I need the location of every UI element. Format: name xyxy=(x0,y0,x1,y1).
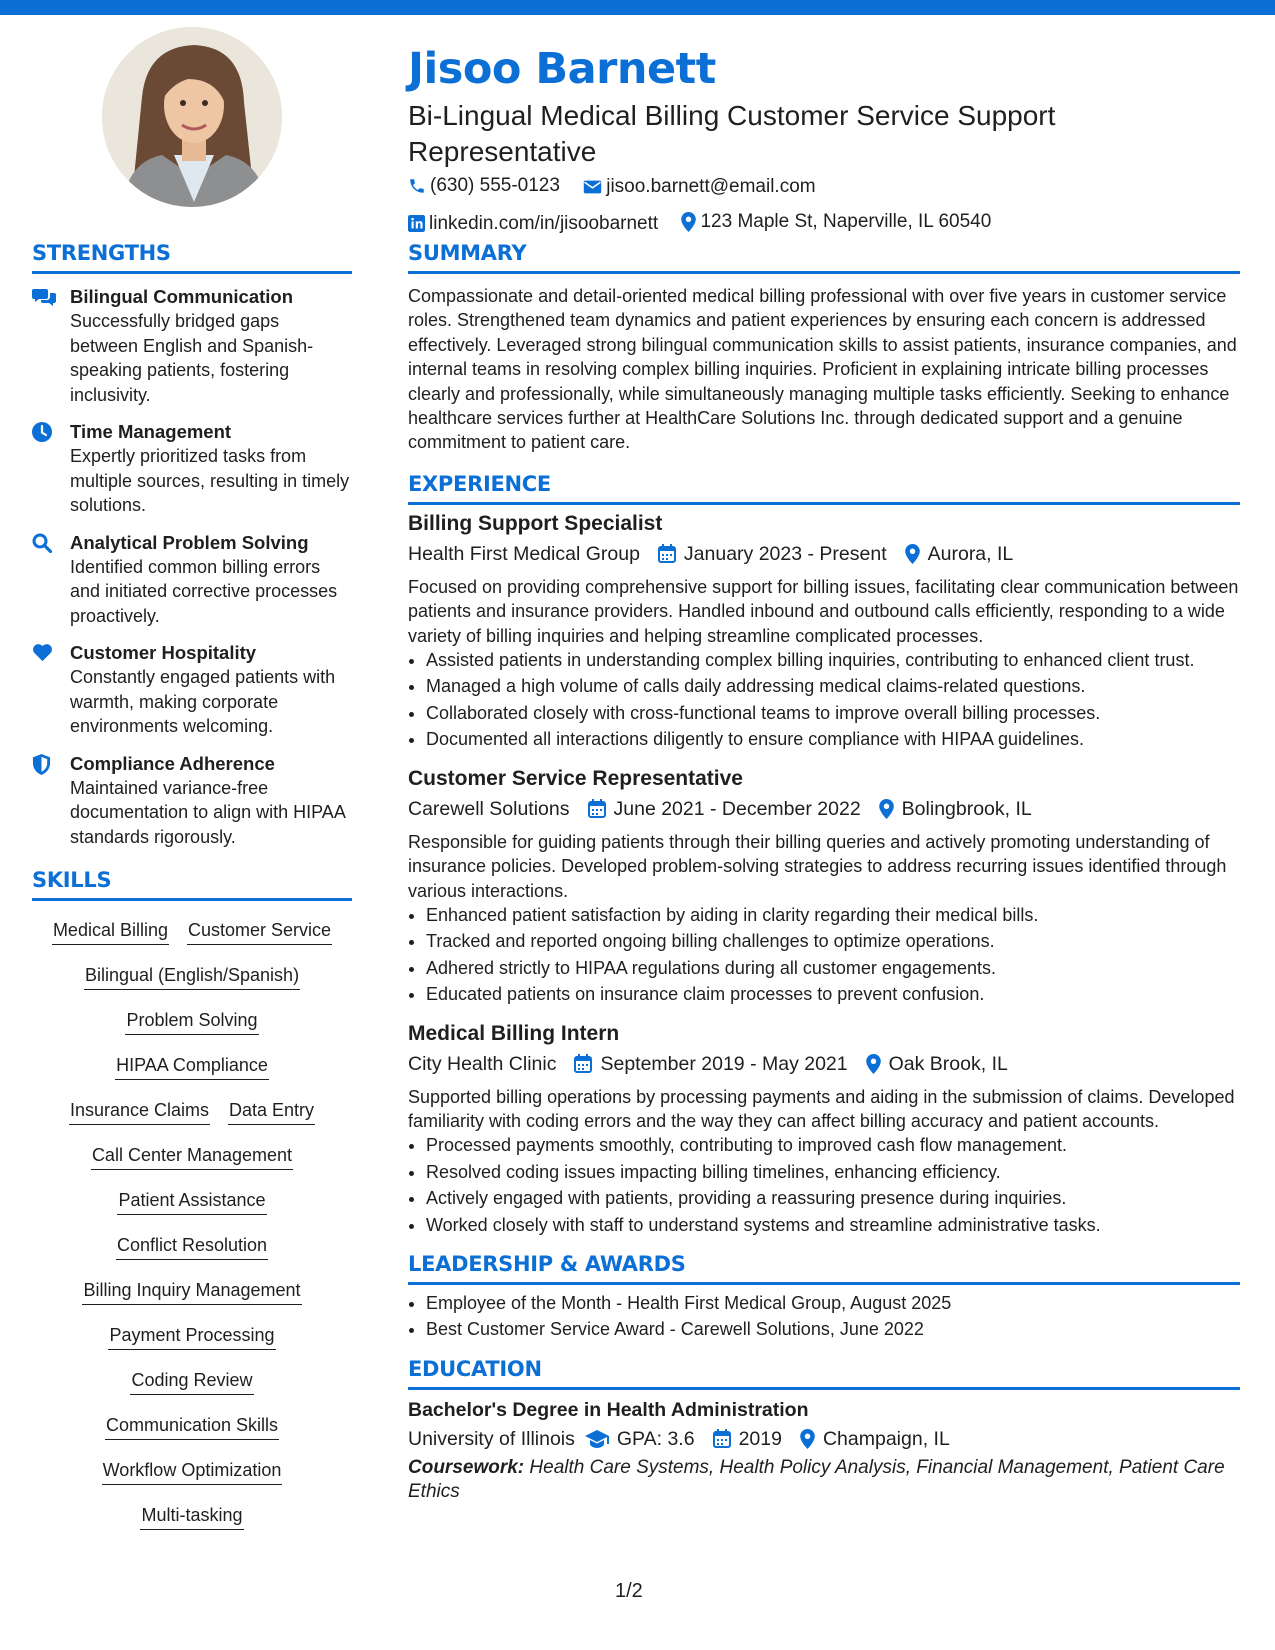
skill-tag: Customer Service xyxy=(187,917,332,945)
chat-bubbles-icon xyxy=(32,287,56,307)
envelope-icon xyxy=(583,179,602,195)
job-entry xyxy=(408,764,1240,1007)
calendar-icon xyxy=(713,1429,731,1448)
skills-list xyxy=(32,911,352,1547)
job-desc: Focused on providing comprehensive support for billing issues, facilitating clear communication between patients and insurance providers. Handled inbound and outbound calls efficiently, responding to a wide variety of billing inquiries and helping streamline complicated processes. xyxy=(408,576,1239,646)
degree-title: Bachelor's Degree in Health Administration xyxy=(408,1398,809,1421)
profile-photo xyxy=(102,27,282,207)
strength-desc: Identified common billing errors and initiated corrective processes proactively. xyxy=(70,556,338,626)
school-name: University of Illinois xyxy=(408,1427,575,1450)
linkedin-icon xyxy=(408,215,425,232)
strength-item xyxy=(32,530,352,629)
strength-title: Time Management xyxy=(70,421,232,442)
skill-tag: Patient Assistance xyxy=(117,1187,266,1215)
section-divider xyxy=(408,1387,1240,1390)
education-heading: EDUCATION xyxy=(408,1356,542,1381)
resume-header xyxy=(408,40,1248,243)
strength-title: Analytical Problem Solving xyxy=(70,531,309,553)
linkedin-item[interactable] xyxy=(408,208,658,240)
job-location: Bolingbrook, IL xyxy=(901,797,1032,820)
strength-title: Compliance Adherence xyxy=(70,752,275,774)
skill-tag: Multi-tasking xyxy=(140,1502,243,1530)
skill-tag: Bilingual (English/Spanish) xyxy=(84,962,300,990)
skill-tag: Workflow Optimization xyxy=(102,1457,283,1485)
school-location: Champaign, IL xyxy=(822,1427,950,1450)
job-bullet: • Processed payments smoothly, contributing to improved cash flow management. xyxy=(426,1133,1240,1157)
strength-item xyxy=(32,751,352,850)
section-divider xyxy=(32,271,352,274)
skill-tag: Billing Inquiry Management xyxy=(82,1277,301,1305)
strength-item xyxy=(32,284,352,407)
job-bullet: • Enhanced patient satisfaction by aiding in clarity regarding their medical bills. xyxy=(426,903,1240,927)
job-company: City Health Clinic xyxy=(408,1052,557,1075)
job-bullets xyxy=(408,903,1240,1007)
job-meta xyxy=(408,1049,1240,1079)
job-dates: January 2023 - Present xyxy=(683,542,887,565)
awards-list xyxy=(408,1291,1240,1342)
strength-desc: Constantly engaged patients with warmth, making corporate environments welcoming. xyxy=(70,667,336,736)
awards-heading: LEADERSHIP & AWARDS xyxy=(408,1251,686,1276)
heart-icon xyxy=(32,643,53,662)
job-bullet: • Collaborated closely with cross-functional teams to improve overall billing processes. xyxy=(426,701,1240,725)
skill-tag: Call Center Management xyxy=(91,1142,293,1170)
job-title: Customer Service Representative xyxy=(408,766,743,790)
job-location: Aurora, IL xyxy=(927,542,1014,565)
phone-item xyxy=(408,170,560,202)
job-bullet: • Adhered strictly to HIPAA regulations during all customer engagements. xyxy=(426,956,1240,980)
section-divider xyxy=(408,502,1240,505)
map-pin-icon xyxy=(800,1429,815,1449)
job-bullets xyxy=(408,648,1240,752)
skill-tag: Data Entry xyxy=(228,1097,315,1125)
coursework-label: Coursework: xyxy=(408,1456,525,1478)
section-divider xyxy=(32,898,352,901)
address-item xyxy=(681,206,991,238)
strength-desc: Maintained variance-free documentation to align with HIPAA standards rigorously. xyxy=(70,777,345,847)
calendar-icon xyxy=(574,1054,592,1073)
skill-tag: Problem Solving xyxy=(125,1007,258,1035)
award-item: • Employee of the Month - Health First Medical Group, August 2025 xyxy=(426,1291,1240,1315)
phone-number: (630) 555-0123 xyxy=(430,175,560,196)
map-pin-icon xyxy=(681,212,696,232)
job-title: Billing Support Specialist xyxy=(408,511,663,535)
job-bullet: • Documented all interactions diligently to ensure compliance with HIPAA guidelines. xyxy=(426,727,1240,751)
summary-text: Compassionate and detail-oriented medical billing professional with over five years in customer service roles. Strengthened team dynamics and patient experiences by ensuring each concern is addressed effectively. Leveraged strong bilingual communication skills to assist patients, insurance companies, and internal teams in resolving complex billing inquiries. Proficient in explaining intricate billing processes clearly and professionally, while simultaneously managing multiple tasks efficiently. Seeking to enhance healthcare services further at HealthCare Solutions Inc. through dedicated support and a genuine commitment to patient care. xyxy=(408,286,1237,453)
skill-tag: Communication Skills xyxy=(105,1412,279,1440)
job-entry xyxy=(408,1019,1240,1237)
strength-desc: Expertly prioritized tasks from multiple sources, resulting in timely solutions. xyxy=(70,446,350,515)
job-entry xyxy=(408,509,1240,752)
candidate-title: Bi-Lingual Medical Billing Customer Service Support Representative xyxy=(408,100,1056,167)
job-dates: June 2021 - December 2022 xyxy=(613,797,861,820)
job-bullet: • Tracked and reported ongoing billing challenges to optimize operations. xyxy=(426,929,1240,953)
job-desc: Responsible for guiding patients through their billing queries and actively promoting understanding of insurance policies. Developed problem-solving strategies to address recurring issues identified through various interactions. xyxy=(408,831,1227,901)
job-company: Health First Medical Group xyxy=(408,542,640,565)
candidate-name: Jisoo Barnett xyxy=(408,44,716,94)
strengths-heading: STRENGTHS xyxy=(32,241,171,265)
job-company: Carewell Solutions xyxy=(408,797,570,820)
job-dates: September 2019 - May 2021 xyxy=(600,1052,848,1075)
skill-tag: Conflict Resolution xyxy=(116,1232,268,1260)
calendar-icon xyxy=(658,544,676,563)
award-item: • Best Customer Service Award - Carewell Solutions, June 2022 xyxy=(426,1317,1240,1341)
strength-item xyxy=(32,640,352,739)
strength-item xyxy=(32,419,352,518)
email-item[interactable] xyxy=(583,171,815,203)
summary-heading: SUMMARY xyxy=(408,241,527,265)
job-bullet: • Managed a high volume of calls daily addressing medical claims-related questions. xyxy=(426,674,1240,698)
job-bullets xyxy=(408,1133,1240,1237)
job-bullet: • Resolved coding issues impacting billing timelines, enhancing efficiency. xyxy=(426,1160,1240,1184)
skill-tag: Coding Review xyxy=(130,1367,253,1395)
graduation-year: 2019 xyxy=(738,1427,782,1450)
job-meta xyxy=(408,794,1240,824)
section-divider xyxy=(408,1282,1240,1285)
skill-tag: Insurance Claims xyxy=(69,1097,210,1125)
skill-tag: Medical Billing xyxy=(52,917,169,945)
clock-icon xyxy=(32,422,52,442)
strength-title: Bilingual Communication xyxy=(70,286,294,307)
map-pin-icon xyxy=(879,799,894,819)
page-number: 1/2 xyxy=(615,1580,643,1602)
top-accent-bar xyxy=(0,0,1275,15)
linkedin-url[interactable]: linkedin.com/in/jisoobarnett xyxy=(429,212,659,234)
shield-icon xyxy=(32,754,51,775)
education-meta xyxy=(408,1424,1240,1454)
map-pin-icon xyxy=(866,1054,881,1074)
address-text: 123 Maple St, Naperville, IL 60540 xyxy=(700,211,992,232)
graduation-cap-icon xyxy=(585,1430,609,1448)
left-column xyxy=(32,238,352,1547)
skills-heading: SKILLS xyxy=(32,868,112,892)
email-address[interactable]: jisoo.barnett@email.com xyxy=(606,176,816,197)
map-pin-icon xyxy=(905,544,920,564)
calendar-icon xyxy=(588,799,606,818)
skill-tag: HIPAA Compliance xyxy=(115,1052,269,1080)
right-column xyxy=(408,238,1240,1504)
job-bullet: • Actively engaged with patients, providing a reassuring presence during inquiries. xyxy=(426,1186,1240,1210)
job-desc: Supported billing operations by processing payments and aiding in the submission of claims. Developed familiarity with coding errors and the way they can affect billing accuracy and patient accounts. xyxy=(408,1086,1235,1131)
coursework xyxy=(408,1456,1240,1504)
strength-title: Customer Hospitality xyxy=(70,642,257,663)
coursework-list: Health Care Systems, Health Policy Analysis, Financial Management, Patient Care Ethics xyxy=(408,1456,1225,1502)
strength-desc: Successfully bridged gaps between English and Spanish-speaking patients, fostering inclusivity. xyxy=(70,311,314,405)
job-title: Medical Billing Intern xyxy=(408,1021,620,1045)
section-divider xyxy=(408,271,1240,274)
search-icon xyxy=(32,533,52,553)
gpa-value: GPA: 3.6 xyxy=(616,1427,695,1450)
skill-tag: Payment Processing xyxy=(108,1322,275,1350)
job-bullet: • Worked closely with staff to understand systems and streamline administrative tasks. xyxy=(426,1213,1240,1237)
contact-row-1 xyxy=(408,170,1248,206)
job-meta xyxy=(408,539,1240,569)
job-bullet: • Educated patients on insurance claim processes to prevent confusion. xyxy=(426,982,1240,1006)
job-location: Oak Brook, IL xyxy=(888,1052,1008,1075)
phone-icon xyxy=(408,177,426,195)
experience-heading: EXPERIENCE xyxy=(408,471,551,496)
job-bullet: • Assisted patients in understanding complex billing inquiries, contributing to enhanced client trust. xyxy=(426,648,1240,672)
